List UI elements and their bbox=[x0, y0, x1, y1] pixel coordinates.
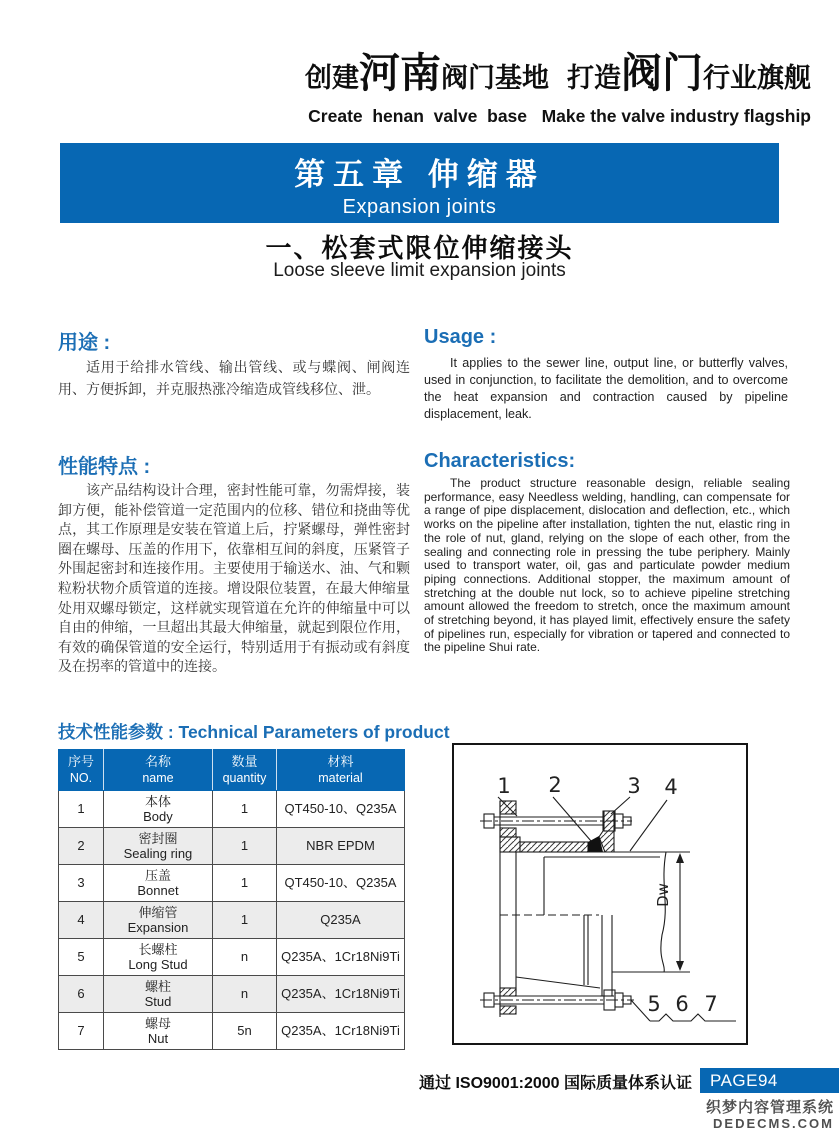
cell-no: 1 bbox=[59, 791, 104, 828]
cell-name-en: Bonnet bbox=[137, 883, 179, 898]
masthead-cn-seg: 创建 bbox=[305, 63, 359, 93]
diagram-label-5: 5 bbox=[647, 992, 661, 1016]
cell-material: Q235A bbox=[276, 902, 404, 939]
cell-material: Q235A、1Cr18Ni9Ti bbox=[276, 1013, 404, 1050]
diagram-label-4: 4 bbox=[664, 775, 678, 799]
table-row bbox=[59, 791, 405, 828]
cell-material: QT450-10、Q235A bbox=[276, 865, 404, 902]
expansion-joint-diagram bbox=[454, 745, 746, 1043]
diagram-frame bbox=[452, 743, 748, 1045]
cell-name-en: Body bbox=[143, 809, 173, 824]
cell-name bbox=[103, 865, 212, 902]
cell-name-en: Nut bbox=[147, 1031, 169, 1046]
masthead-cn-seg: 阀门 bbox=[621, 50, 703, 96]
table-row bbox=[59, 976, 405, 1013]
cell-qty: n bbox=[212, 976, 276, 1013]
masthead-cn-seg: 阀门基地 bbox=[441, 63, 549, 93]
masthead bbox=[305, 50, 811, 127]
cell-no: 7 bbox=[59, 1013, 104, 1050]
cell-qty: 1 bbox=[212, 865, 276, 902]
column-header-name bbox=[103, 750, 212, 791]
cell-name-en: Expansion bbox=[127, 920, 189, 935]
column-header-cn: 数量 bbox=[231, 754, 258, 769]
cell-material: NBR EPDM bbox=[276, 828, 404, 865]
column-header-cn: 序号 bbox=[67, 754, 94, 769]
product-title-cn: 一、松套式限位伸缩接头 bbox=[265, 233, 574, 263]
characteristics-paragraph-cn: 该产品结构设计合理，密封性能可靠，勿需焊接，装卸方便，能补偿管道一定范围内的位移、错位和挠曲等优点，其工作原理是安装在管道上后，拧紧螺母，弹性密封圈在螺母、压盖的作用下，依靠相互间的斜度，压紧管子外围起密封和连接作用。主要使用于输送水、油、气和颗粒粉状物介质管道的连接。增设限位装置，在最大伸缩量处用双螺母锁定，这样就实现管道在允许的伸缩量中可以自由的伸缩，一旦超出其最大伸缩量，就起到限位作用，有效的确保管道的安全运行，特别适用于有振动或有斜度及在拐率的管道中的连接。 bbox=[58, 482, 410, 675]
cell-name-cn: 长螺柱 bbox=[138, 941, 178, 957]
table-row bbox=[59, 828, 405, 865]
cell-material: Q235A、1Cr18Ni9Ti bbox=[276, 939, 404, 976]
product-title-en: Loose sleeve limit expansion joints bbox=[273, 260, 566, 281]
masthead-cn-seg: 河南 bbox=[359, 50, 441, 96]
parameters-table bbox=[58, 749, 405, 1050]
cell-name-en: Sealing ring bbox=[123, 846, 193, 861]
column-header-en: material bbox=[318, 771, 363, 785]
column-header-cn: 材料 bbox=[327, 754, 354, 769]
usage-paragraph-cn: 适用于给排水管线、输出管线、或与蝶阀、闸阀连用、方便拆卸，并克服热涨冷缩造成管线移位、泄。 bbox=[58, 359, 410, 397]
iso-certification-text: 通过 ISO9001:2000 国际质量体系认证 bbox=[419, 1075, 692, 1092]
masthead-cn-seg: 打造 bbox=[567, 63, 621, 93]
column-header-en: name bbox=[142, 771, 174, 785]
cell-name-cn: 伸缩管 bbox=[138, 904, 178, 920]
column-header-en: NO. bbox=[69, 771, 93, 785]
cell-name-en: Long Stud bbox=[128, 957, 188, 972]
cell-name-cn: 压盖 bbox=[144, 867, 171, 883]
characteristics-heading-en: Characteristics: bbox=[424, 450, 576, 472]
cell-name bbox=[103, 902, 212, 939]
cell-name-en: Stud bbox=[144, 994, 172, 1009]
diagram-dim-label: Dw bbox=[654, 883, 672, 907]
parameters-title: 技术性能参数 : Technical Parameters of product bbox=[58, 722, 450, 742]
masthead-subtitle-en: Create henan valve base Make the valve industry flagship bbox=[308, 106, 811, 126]
chapter-title-en: Expansion joints bbox=[342, 196, 497, 218]
cell-qty: 1 bbox=[212, 902, 276, 939]
cell-no: 6 bbox=[59, 976, 104, 1013]
cell-name bbox=[103, 1013, 212, 1050]
watermark-line-en: DEDECMS.COM bbox=[713, 1116, 834, 1131]
diagram-label-1: 1 bbox=[497, 774, 511, 798]
cell-no: 5 bbox=[59, 939, 104, 976]
chapter-title-cn: 第五章 伸缩器 bbox=[294, 157, 545, 192]
cell-name-cn: 螺柱 bbox=[144, 978, 171, 994]
column-header-en: quantity bbox=[222, 771, 267, 785]
table-row bbox=[59, 902, 405, 939]
cell-name-cn: 本体 bbox=[144, 793, 171, 809]
cell-no: 3 bbox=[59, 865, 104, 902]
diagram-leader-lines bbox=[498, 797, 736, 1021]
diagram-dimension-dw bbox=[676, 853, 684, 971]
cell-name bbox=[103, 828, 212, 865]
masthead-title-cn bbox=[305, 50, 811, 106]
cell-name bbox=[103, 976, 212, 1013]
usage-heading-en: Usage : bbox=[424, 326, 497, 348]
cell-qty: 1 bbox=[212, 828, 276, 865]
diagram-label-3: 3 bbox=[627, 774, 641, 798]
column-header-material bbox=[276, 750, 404, 791]
diagram-label-7: 7 bbox=[704, 992, 718, 1016]
page-number-badge: PAGE94 bbox=[700, 1068, 839, 1093]
watermark-line-cn: 织梦内容管理系统 bbox=[705, 1099, 834, 1116]
column-header-no bbox=[59, 750, 104, 791]
table-row bbox=[59, 939, 405, 976]
diagram-body-outline bbox=[500, 801, 690, 1017]
cell-name-cn: 密封圈 bbox=[138, 830, 178, 846]
usage-heading-cn: 用途 : bbox=[58, 332, 111, 354]
cell-qty: 1 bbox=[212, 791, 276, 828]
characteristics-paragraph-en: The product structure reasonable design, reliable sealing performance, easy Needless welding, handling, can compensate for a range of pipe displacement, dislocation and deflection, etc., which works on the pipeline after installation, tighten the nut, elastic ring in the role of nut, gland, relying on the slope of each other, from the sealing and connecting role in pressing the tube periphery. Mainly used to transport water, oil, gas and particulate powder medium piping connections. Additional stopper, the maximum amount of stretching at the double nut lock, so to achieve pipeline stretching amount allowed the freedom to stretch, once the maximum amount of stretching beyond, it has played limit, effectively ensure the safety of pipelines run, especially for vibration or tapered and connected to the pipeline Shui rate. bbox=[424, 476, 790, 655]
cell-material: QT450-10、Q235A bbox=[276, 791, 404, 828]
cms-watermark bbox=[706, 1100, 834, 1132]
cell-qty: 5n bbox=[212, 1013, 276, 1050]
cell-name bbox=[103, 939, 212, 976]
cell-no: 4 bbox=[59, 902, 104, 939]
table-row bbox=[59, 1013, 405, 1050]
characteristics-heading-cn: 性能特点 : bbox=[58, 456, 151, 478]
masthead-cn-seg: 行业旗舰 bbox=[703, 63, 811, 93]
cell-material: Q235A、1Cr18Ni9Ti bbox=[276, 976, 404, 1013]
column-header-cn: 名称 bbox=[144, 754, 171, 769]
cell-name-cn: 螺母 bbox=[144, 1015, 171, 1031]
cell-qty: n bbox=[212, 939, 276, 976]
column-header-quantity bbox=[212, 750, 276, 791]
diagram-label-2: 2 bbox=[548, 773, 562, 797]
cell-no: 2 bbox=[59, 828, 104, 865]
usage-paragraph-en: It applies to the sewer line, output line, or butterfly valves, used in conjunction, to facilitate the demolition, and to overcome the heat expansion and contraction caused by pipeline displacement, leak. bbox=[424, 356, 788, 421]
table-row bbox=[59, 865, 405, 902]
chapter-banner bbox=[60, 143, 779, 223]
cell-name bbox=[103, 791, 212, 828]
table-header-row bbox=[59, 750, 405, 791]
diagram-label-6: 6 bbox=[675, 992, 689, 1016]
